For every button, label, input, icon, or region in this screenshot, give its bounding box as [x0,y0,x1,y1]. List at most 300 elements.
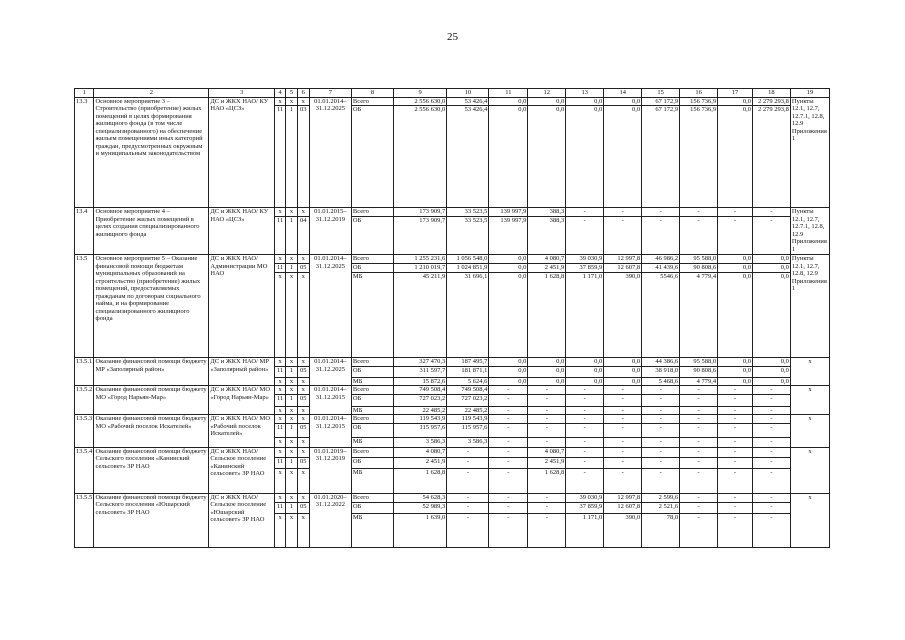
column-number-header: 19 [790,89,829,98]
amount-cell: 0,0 [718,98,753,106]
note-cell: x [790,447,829,493]
amount-cell: 327 470,3 [393,358,446,366]
code-cell: x [286,493,297,502]
item-number-cell: 13.5.3 [75,415,94,447]
code-cell: x [275,415,286,423]
amount-cell: 4 080,7 [393,447,446,457]
column-number-header: 13 [566,89,604,98]
code-cell: x [275,406,286,414]
amount-cell: 0,0 [752,366,790,377]
amount-cell: 46 986,2 [642,255,680,264]
funding-source-cell: ОБ [351,264,393,273]
amount-cell: - [604,386,642,394]
funding-source-cell: ОБ [351,366,393,377]
amount-cell: - [752,386,790,394]
amount-cell: 115 957,6 [393,423,446,437]
amount-cell: 3 586,3 [447,437,489,447]
code-cell: x [297,513,309,547]
amount-cell: 1 171,0 [566,273,604,358]
amount-cell: 0,0 [718,264,753,273]
amount-cell: 115 957,6 [447,423,489,437]
note-cell: x [790,358,829,386]
amount-cell: 53 426,4 [447,106,489,208]
amount-cell: - [528,415,566,423]
amount-cell: - [752,447,790,457]
column-number-header: 18 [752,89,790,98]
amount-cell: 4 080,7 [528,255,566,264]
amount-cell: - [680,513,718,547]
amount-cell: 15 872,6 [393,377,446,385]
amount-cell: - [752,415,790,423]
amount-cell: - [489,457,528,468]
amount-cell: - [752,406,790,414]
amount-cell: 0,0 [604,98,642,106]
amount-cell: 2 556 630,0 [393,106,446,208]
note-cell: x [790,415,829,447]
amount-cell: 0,0 [489,98,528,106]
amount-cell: 156 736,9 [680,98,718,106]
amount-cell: 4 779,4 [680,377,718,385]
amount-cell: 390,0 [604,513,642,547]
code-cell: 1 [286,106,297,208]
code-cell: x [286,358,297,366]
amount-cell: - [642,406,680,414]
table-body [75,98,830,548]
code-cell: 11 [275,264,286,273]
amount-cell: 0,0 [718,273,753,358]
code-cell: 05 [297,457,309,468]
amount-cell: - [528,502,566,513]
executor-cell: ДС и ЖКХ НАО/ Администрации МО НАО [209,255,275,358]
amount-cell: - [604,447,642,457]
amount-cell: 156 736,9 [680,106,718,208]
amount-cell: - [566,468,604,493]
amount-cell: 0,0 [489,255,528,264]
code-cell: x [297,273,309,358]
code-cell: 05 [297,264,309,273]
amount-cell: 4 779,4 [680,273,718,358]
amount-cell: 0,0 [528,98,566,106]
amount-cell: - [752,502,790,513]
amount-cell: 37 859,9 [566,264,604,273]
column-number-header: 4 [275,89,286,98]
amount-cell: 0,0 [489,106,528,208]
amount-cell: - [680,394,718,406]
amount-cell: - [642,437,680,447]
amount-cell: - [604,217,642,255]
amount-cell: - [489,423,528,437]
funding-source-cell: МБ [351,406,393,414]
code-cell: x [286,447,297,457]
amount-cell: - [604,394,642,406]
amount-cell: 139 997,9 [489,208,528,217]
amount-cell: 0,0 [718,255,753,264]
amount-cell: 45 211,9 [393,273,446,358]
period-cell: 01.01.2014–31.12.2025 [309,98,351,208]
amount-cell: 2 279 293,8 [752,106,790,208]
code-cell: x [275,513,286,547]
amount-cell: 3 586,3 [393,437,446,447]
code-cell: 1 [286,423,297,437]
amount-cell: 90 808,6 [680,264,718,273]
table-row [75,493,830,502]
amount-cell: - [566,447,604,457]
code-cell: 11 [275,366,286,377]
amount-cell: 90 808,6 [680,366,718,377]
amount-cell: - [528,406,566,414]
amount-cell: 311 597,7 [393,366,446,377]
amount-cell: 2 599,6 [642,493,680,502]
amount-cell: 0,0 [752,255,790,264]
amount-cell: 390,0 [604,273,642,358]
code-cell: x [297,406,309,414]
amount-cell: - [566,386,604,394]
amount-cell: 0,0 [604,366,642,377]
amount-cell: - [718,502,753,513]
amount-cell: - [447,502,489,513]
column-number-header: 9 [393,89,446,98]
code-cell: x [286,255,297,264]
code-cell: x [297,98,309,106]
amount-cell: 0,0 [528,358,566,366]
amount-cell: 12 997,8 [604,493,642,502]
amount-cell: 4 080,7 [528,447,566,457]
column-number-header: 16 [680,89,718,98]
amount-cell: 95 588,0 [680,255,718,264]
executor-cell: ДС и ЖКХ НАО/ МР «Заполярный район» [209,358,275,386]
amount-cell: - [718,513,753,547]
code-cell: x [286,386,297,394]
code-cell: x [297,468,309,493]
code-cell: x [275,358,286,366]
item-number-cell: 13.5.4 [75,447,94,493]
code-cell: 04 [297,217,309,255]
amount-cell: - [604,415,642,423]
amount-cell: 22 485,2 [447,406,489,414]
item-number-cell: 13.3 [75,98,94,208]
amount-cell: - [642,386,680,394]
amount-cell: - [680,493,718,502]
amount-cell: 22 485,2 [393,406,446,414]
funding-source-cell: ОБ [351,106,393,208]
amount-cell: - [528,386,566,394]
amount-cell: - [604,208,642,217]
amount-cell: 53 426,4 [447,98,489,106]
amount-cell: 1 255 231,6 [393,255,446,264]
item-name-cell: Основное мероприятие 5 – Оказание финансовой помощи бюджетам муниципальных образований на строительство (приобретение) жилых помещений, предоставляемых гражданам по договорам социального найма, и на формирование специализированного жилищного фонда [94,255,209,358]
code-cell: x [275,255,286,264]
amount-cell: - [528,394,566,406]
code-cell: x [297,358,309,366]
amount-cell: 0,0 [566,106,604,208]
code-cell: 05 [297,394,309,406]
column-number-header: 11 [489,89,528,98]
amount-cell: - [642,415,680,423]
column-number-header: 5 [286,89,297,98]
amount-cell: - [447,457,489,468]
amount-cell: - [718,208,753,217]
amount-cell: 388,3 [528,208,566,217]
amount-cell: 2 279 293,8 [752,98,790,106]
amount-cell: 173 909,7 [393,217,446,255]
amount-cell: - [642,468,680,493]
code-cell: 11 [275,423,286,437]
amount-cell: - [752,468,790,493]
column-number-header: 1 [75,89,94,98]
amount-cell: 12 997,8 [604,255,642,264]
code-cell: x [297,437,309,447]
executor-cell: ДС и ЖКХ НАО/ МО «Город Нарьян-Мар» [209,386,275,415]
amount-cell: - [752,208,790,217]
table-row [75,98,830,106]
code-cell: x [297,386,309,394]
note-cell: x [790,493,829,547]
amount-cell: - [680,468,718,493]
code-cell: 1 [286,457,297,468]
column-number-header: 6 [297,89,309,98]
column-number-header: 12 [528,89,566,98]
code-cell: 11 [275,502,286,513]
item-number-cell: 13.5.2 [75,386,94,415]
amount-cell: - [642,208,680,217]
amount-cell: - [680,423,718,437]
funding-source-cell: ОБ [351,423,393,437]
amount-cell: - [680,208,718,217]
amount-cell: 0,0 [566,98,604,106]
item-number-cell: 13.5.5 [75,493,94,547]
amount-cell: 0,0 [752,264,790,273]
note-cell: Пункты 12.1, 12.7, 12.8, 12.9 Приложения 1 [790,255,829,358]
item-name-cell: Оказание финансовой помощи бюджету МО «Рабочий поселок Искателей» [94,415,209,447]
code-cell: 03 [297,106,309,208]
amount-cell: - [566,437,604,447]
funding-source-cell: Всего [351,447,393,457]
funding-source-cell: Всего [351,358,393,366]
amount-cell: 187 495,7 [447,358,489,366]
amount-cell: 1 171,0 [566,513,604,547]
item-name-cell: Оказание финансовой помощи бюджету Сельского поселения «Юшарский сельсовет» ЗР НАО [94,493,209,547]
code-cell: x [275,386,286,394]
amount-cell: 44 386,6 [642,358,680,366]
amount-cell: 119 543,9 [393,415,446,423]
amount-cell: 38 918,0 [642,366,680,377]
amount-cell: - [718,468,753,493]
amount-cell: - [489,502,528,513]
amount-cell: 12 607,8 [604,502,642,513]
amount-cell: 1 639,0 [393,513,446,547]
amount-cell: - [680,447,718,457]
amount-cell: - [718,386,753,394]
amount-cell: - [566,406,604,414]
amount-cell: 39 030,9 [566,255,604,264]
code-cell: x [286,406,297,414]
note-cell: x [790,386,829,415]
amount-cell: - [680,386,718,394]
column-number-header: 15 [642,89,680,98]
code-cell: 1 [286,502,297,513]
code-cell: x [286,377,297,385]
amount-cell: 2 556 630,0 [393,98,446,106]
code-cell: 1 [286,217,297,255]
amount-cell: - [566,415,604,423]
code-cell: x [286,208,297,217]
amount-cell: 181 871,1 [447,366,489,377]
funding-source-cell: МБ [351,513,393,547]
code-cell: x [275,437,286,447]
amount-cell: 1 056 548,0 [447,255,489,264]
column-number-header: 7 [309,89,351,98]
amount-cell: 173 909,7 [393,208,446,217]
amount-cell: - [489,406,528,414]
amount-cell: - [489,386,528,394]
amount-cell: - [680,437,718,447]
funding-source-cell: МБ [351,273,393,358]
amount-cell: 1 024 851,9 [447,264,489,273]
amount-cell: 0,0 [752,273,790,358]
period-cell: 01.01.2014–31.12.2015 [309,415,351,447]
funding-source-cell: ОБ [351,457,393,468]
amount-cell: 39 030,9 [566,493,604,502]
executor-cell: ДС и ЖКХ НАО/ КУ НАО «ЦСЗ» [209,98,275,208]
amount-cell: - [642,447,680,457]
funding-source-cell: МБ [351,468,393,493]
amount-cell: - [680,415,718,423]
code-cell: x [286,415,297,423]
amount-cell: - [489,415,528,423]
amount-cell: 5546,6 [642,273,680,358]
column-number-header: 14 [604,89,642,98]
amount-cell: - [752,423,790,437]
amount-cell: - [718,406,753,414]
amount-cell: 12 607,8 [604,264,642,273]
amount-cell: - [489,468,528,493]
code-cell: 11 [275,217,286,255]
amount-cell: - [718,217,753,255]
amount-cell: 2 451,9 [393,457,446,468]
amount-cell: - [528,423,566,437]
amount-cell: - [528,437,566,447]
funding-source-cell: Всего [351,415,393,423]
amount-cell: - [604,423,642,437]
amount-cell: 0,0 [489,377,528,385]
code-cell: x [286,437,297,447]
code-cell: 11 [275,457,286,468]
budget-table [74,88,830,548]
period-cell: 01.01.2014–31.12.2015 [309,386,351,415]
code-cell: 1 [286,394,297,406]
note-cell: Пункты 12.1, 12.7, 12.7.1, 12.8, 12.9 Приложения 1 [790,98,829,208]
item-name-cell: Оказание финансовой помощи бюджету МО «Город Нарьян-Мар» [94,386,209,415]
amount-cell: - [566,457,604,468]
period-cell: 01.01.2014–31.12.2025 [309,358,351,386]
amount-cell: - [752,457,790,468]
period-cell: 01.01.2015–31.12.2019 [309,208,351,255]
amount-cell: - [447,468,489,493]
amount-cell: 119 543,9 [447,415,489,423]
amount-cell: - [718,457,753,468]
amount-cell: 749 508,4 [447,386,489,394]
code-cell: x [275,447,286,457]
item-name-cell: Основное мероприятие 3 – Строительство (приобретение) жилых помещений в целях формирования жилищного фонда (в том числе специализированного) на обеспечение жильем помещениями иных категорий граждан, предусмотренных окружным и муниципальным законодательством [94,98,209,208]
amount-cell: 2 521,6 [642,502,680,513]
amount-cell: 388,3 [528,217,566,255]
code-cell: x [275,377,286,385]
amount-cell: - [604,457,642,468]
amount-cell: - [718,415,753,423]
code-cell: 05 [297,366,309,377]
table-row [75,386,830,394]
amount-cell: 2 451,9 [528,457,566,468]
column-number-header: 3 [209,89,275,98]
amount-cell: 0,0 [528,366,566,377]
funding-source-cell: Всего [351,493,393,502]
table-row [75,358,830,366]
amount-cell: 67 172,9 [642,98,680,106]
amount-cell: - [528,513,566,547]
code-cell: x [297,255,309,264]
executor-cell: ДС и ЖКХ НАО/ КУ НАО «ЦСЗ» [209,208,275,255]
amount-cell: - [718,437,753,447]
amount-cell: 0,0 [604,358,642,366]
amount-cell: 0,0 [752,358,790,366]
column-number-header: 2 [94,89,209,98]
amount-cell: - [604,468,642,493]
amount-cell: 0,0 [566,377,604,385]
amount-cell: - [752,513,790,547]
amount-cell: - [489,437,528,447]
amount-cell: - [604,437,642,447]
funding-source-cell: ОБ [351,394,393,406]
period-cell: 01.01.2014–31.12.2025 [309,255,351,358]
amount-cell: - [752,493,790,502]
amount-cell: 0,0 [566,358,604,366]
amount-cell: 95 588,0 [680,358,718,366]
code-cell: 11 [275,106,286,208]
amount-cell: - [752,217,790,255]
amount-cell: - [752,394,790,406]
code-cell: x [297,447,309,457]
column-number-header: 8 [351,89,393,98]
amount-cell: 0,0 [489,273,528,358]
column-number-row [75,89,830,98]
amount-cell: - [718,394,753,406]
amount-cell: 0,0 [718,358,753,366]
executor-cell: ДС и ЖКХ НАО/ МО «Рабочий поселок Искателей» [209,415,275,447]
amount-cell: 33 523,5 [447,217,489,255]
executor-cell: ДС и ЖКХ НАО/ Сельское поселение «Канинский сельсовет» ЗР НАО [209,447,275,493]
code-cell: x [275,98,286,106]
amount-cell: - [489,447,528,457]
amount-cell: 33 523,5 [447,208,489,217]
amount-cell: - [489,513,528,547]
amount-cell: 1 210 019,7 [393,264,446,273]
funding-source-cell: Всего [351,208,393,217]
code-cell: x [297,208,309,217]
amount-cell: - [566,394,604,406]
amount-cell: 2 451,9 [528,264,566,273]
amount-cell: - [566,217,604,255]
period-cell: 01.01.2019–31.12.2019 [309,447,351,493]
table-row [75,415,830,423]
page-number: 25 [447,31,458,43]
code-cell: 05 [297,423,309,437]
amount-cell: - [680,217,718,255]
amount-cell: - [642,457,680,468]
amount-cell: - [489,493,528,502]
amount-cell: - [718,447,753,457]
amount-cell: - [718,423,753,437]
amount-cell: 0,0 [566,366,604,377]
